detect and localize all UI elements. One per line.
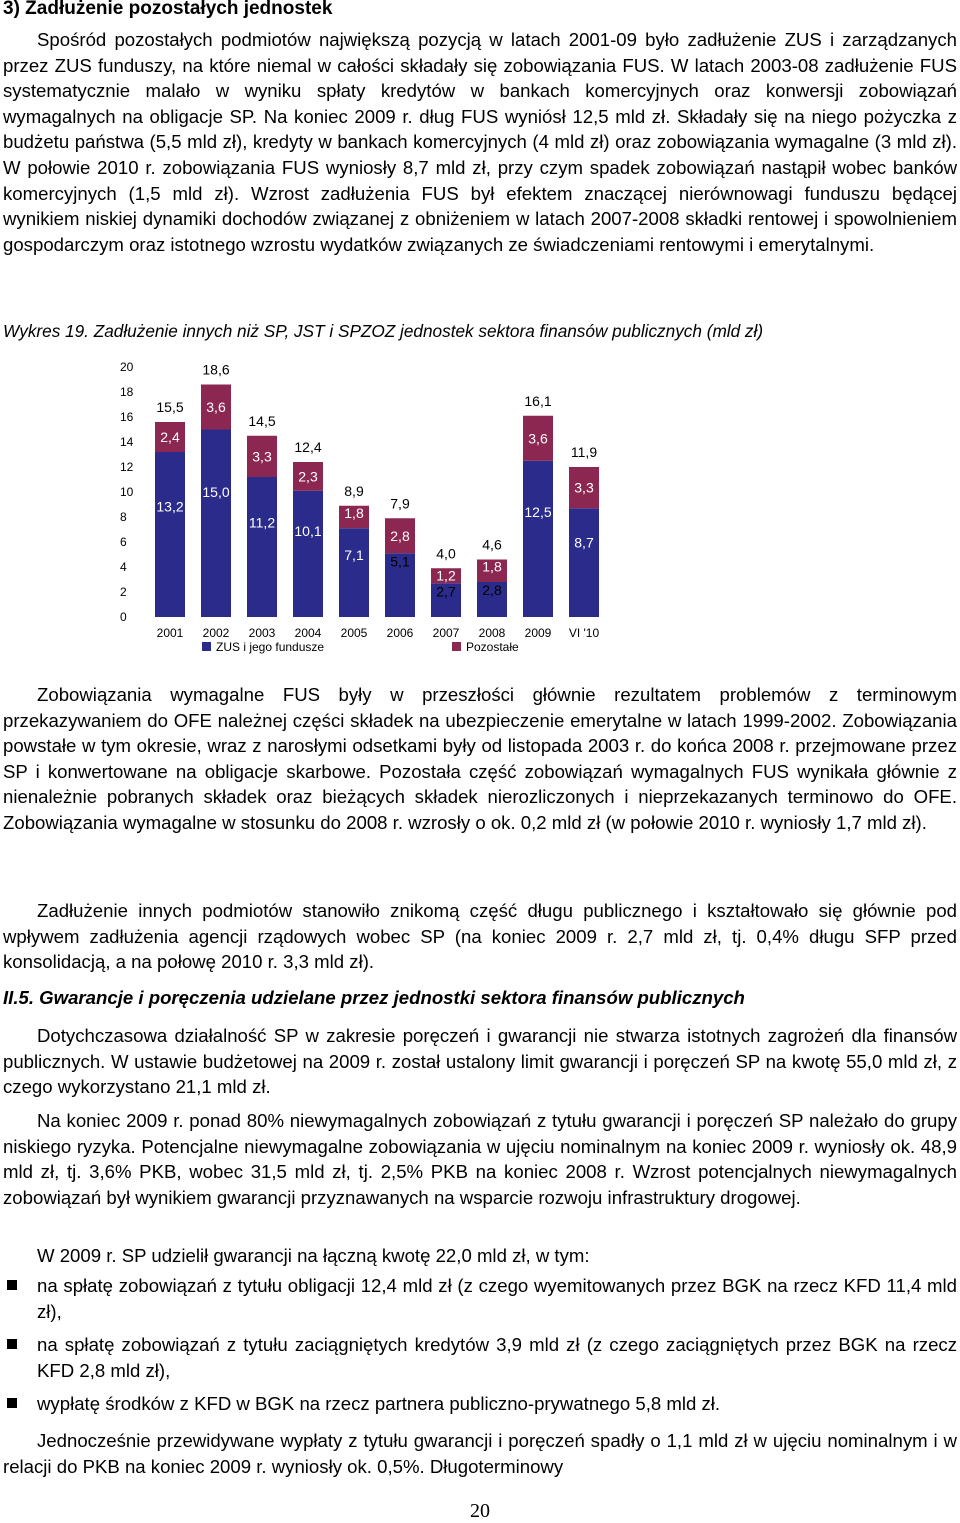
paragraph-fus-liabilities: Zobowiązania wymagalne FUS były w przeszłości głównie rezultatem problemów z terminowym przekazywaniem do OFE należnej części składek na ubezpieczenie emerytalne w latach 1999-2002. Zobowiązania powstałe w tym okresie, wraz z narosłymi odsetkami były od listopada 2003 r. do końca 2008 r. przejmowane przez SP i konwertowane na obligacje skarbowe. Pozostała część zobowiązań wymagalnych FUS wynikała głównie z nienależnie pobranych składek oraz bieżących składek nierozliczonych i nieprzekazanych terminowo do OFE. Zobowiązania wymagalne w stosunku do 2008 r. wzrosły o ok. 0,2 mld zł (w połowie 2010 r. wyniosły 1,7 mld zł). [3,684,957,833]
x-tick-label: 2004 [294,626,322,640]
y-tick-label: 4 [120,560,127,574]
data-label-pozostale: 1,8 [344,504,364,521]
square-bullet-icon [7,1398,17,1408]
y-tick-label: 18 [120,385,134,399]
y-tick-label: 10 [120,485,134,499]
paragraph-guarantees-2009: W 2009 r. SP udzielił gwarancji na łączną kwotę 22,0 mld zł, w tym: [37,1245,590,1266]
x-tick-label: 2002 [202,626,230,640]
data-label-zus: 13,2 [156,498,184,515]
data-label-zus: 15,0 [202,484,230,500]
bar-zus [293,491,323,617]
paragraph-risk: Na koniec 2009 r. ponad 80% niewymagalnych zobowiązań z tytułu gwarancji i poręczeń SP należało do grupy niskiego ryzyka. Potencjalne niewymagalne zobowiązania w ujęciu nominalnym na koniec 2009 r. wyniosły ok. 48,9 mld zł, tj. 3,6% PKB, wobec 31,5 mld zł, tj. 2,5% PKB na koniec 2008 r. Wzrost potencjalnych niewymagalnych zobowiązań był wynikiem gwarancji przyznawanych na wsparcie rozwoju infrastruktury drogowej. [3,1110,957,1208]
x-tick-label: 2006 [386,626,414,640]
list-item: na spłatę zobowiązań z tytułu obligacji 12,4 mld zł (z czego wyemitowanych przez BGK na rzecz KFD 11,4 mld zł), [3,1273,957,1324]
data-label-total: 4,0 [436,545,456,562]
data-label-total: 15,5 [156,399,184,415]
bar-zus [523,461,553,617]
paragraph-other-entities: Zadłużenie innych podmiotów stanowiło znikomą część długu publicznego i kształtowało się głównie pod wpływem zadłużenia agencji rządowych wobec SP (na koniec 2009 r. 2,7 mld zł, tj. 0,4% długu SFP przed konsolidacją, a na połowę 2010 r. 3,3 mld zł). [3,900,957,973]
x-tick-label: 2009 [524,626,552,640]
data-label-total: 14,5 [248,412,276,429]
y-tick-label: 6 [120,535,127,549]
x-tick-label: 2008 [478,626,506,640]
x-tick-label: 2001 [156,626,184,640]
stacked-bar-chart [100,350,620,668]
legend-label-pozostale: Pozostałe [466,640,519,654]
data-label-zus: 2,7 [436,583,456,600]
x-tick-label: 2005 [340,626,368,640]
x-tick-label: 2007 [432,626,460,640]
bar-zus [155,452,185,617]
page-number: 20 [470,1500,490,1522]
y-tick-label: 8 [120,510,127,524]
paragraph-payments: Jednocześnie przewidywane wypłaty z tytułu gwarancji i poręczeń spadły o 1,1 mld zł w ujęciu nominalnym i w relacji do PKB na koniec 2009 r. wyniosły ok. 0,5%. Długoterminowy [3,1430,957,1477]
data-label-pozostale: 3,3 [574,479,594,496]
data-label-pozostale: 3,3 [252,448,272,465]
data-label-zus: 10,1 [294,523,322,540]
data-label-pozostale: 1,8 [482,558,502,575]
legend-swatch-zus [202,642,211,651]
data-label-pozostale: 2,3 [298,468,318,485]
data-label-total: 12,4 [294,439,322,455]
data-label-total: 11,9 [570,444,598,460]
section2-heading: II.5. Gwarancje i poręczenia udzielane przez jednostki sektora finansów publicznych [3,987,745,1008]
y-tick-label: 2 [120,585,127,599]
legend-swatch-pozostale [452,642,461,651]
data-label-total: 4,6 [482,536,502,553]
square-bullet-icon [7,1339,17,1349]
data-label-total: 16,1 [524,392,552,409]
legend-label-zus: ZUS i jego fundusze [216,640,325,654]
data-label-zus: 7,1 [344,547,364,564]
data-label-total: 18,6 [202,361,230,378]
y-tick-label: 0 [120,610,127,624]
data-label-zus: 5,1 [390,553,410,570]
square-bullet-icon [7,1280,17,1290]
data-label-pozostale: 3,6 [528,430,548,447]
bar-zus [247,477,277,617]
y-tick-label: 14 [120,435,134,449]
bar-zus [201,430,231,618]
bar-zus [569,508,599,617]
data-label-total: 7,9 [390,495,410,512]
x-tick-label: VI '10 [568,626,600,640]
data-label-total: 8,9 [344,482,364,499]
paragraph-zus-debt: Spośród pozostałych podmiotów największą pozycją w latach 2001-09 było zadłużenie ZUS i zarządzanych przez ZUS funduszy, na które niemal w całości składały się zobowiązania FUS. W latach 2003-08 zadłużenie FUS systematycznie malało w wyniku spłaty kredytów w bankach komercyjnych oraz konwersji zobowiązań wymagalnych na obligacje SP. Na koniec 2009 r. dług FUS wyniósł 12,5 mld zł. Składały się na niego pożyczka z budżetu państwa (5,5 mld zł), kredyty w bankach komercyjnych (4 mld zł) oraz zobowiązania wymagalne (3 mld zł). W połowie 2010 r. zobowiązania FUS wyniosły 8,7 mld zł, przy czym spadek zobowiązań nastąpił wobec banków komercyjnych (1,5 mld zł). Wzrost zadłużenia FUS był efektem znaczącej nierównowagi funduszu będącej wynikiem niskiej dynamiki dochodów związanej z obniżeniem w latach 2007-2008 składki rentowej i spowolnieniem gospodarczym oraz istotnego wzrostu wydatków związanych ze świadczeniami rentowymi i emerytalnymi. [3,29,957,255]
x-tick-label: 2003 [248,626,276,640]
data-label-pozostale: 3,6 [206,399,226,415]
data-label-zus: 2,8 [482,582,502,598]
data-label-zus: 8,7 [574,534,594,551]
section-heading: 3) Zadłużenie pozostałych jednostek [3,0,333,19]
list-item: na spłatę zobowiązań z tytułu zaciągniętych kredytów 3,9 mld zł (z czego zaciągniętych przez BGK na rzecz KFD 2,8 mld zł), [3,1332,957,1383]
data-label-zus: 12,5 [524,504,552,520]
paragraph-guarantees-limit: Dotychczasowa działalność SP w zakresie poręczeń i gwarancji nie stwarza istotnych zagrożeń dla finansów publicznych. W ustawie budżetowej na 2009 r. został ustalony limit gwarancji i poręczeń SP na kwotę 55,0 mld zł, z czego wykorzystano 21,1 mld zł. [3,1025,957,1098]
list-item: wypłatę środków z KFD w BGK na rzecz partnera publiczno-prywatnego 5,8 mld zł. [3,1391,957,1417]
y-tick-label: 12 [120,460,134,474]
data-label-pozostale: 1,2 [436,567,456,584]
y-tick-label: 16 [120,410,134,424]
guarantee-list [3,1273,957,1417]
data-label-pozostale: 2,8 [390,527,410,544]
y-tick-label: 20 [120,360,134,374]
bar-zus [339,528,369,617]
chart-caption: Wykres 19. Zadłużenie innych niż SP, JST i SPZOZ jednostek sektora finansów publicznych (mld zł) [3,321,764,341]
data-label-pozostale: 2,4 [160,429,180,445]
data-label-zus: 11,2 [248,514,276,531]
